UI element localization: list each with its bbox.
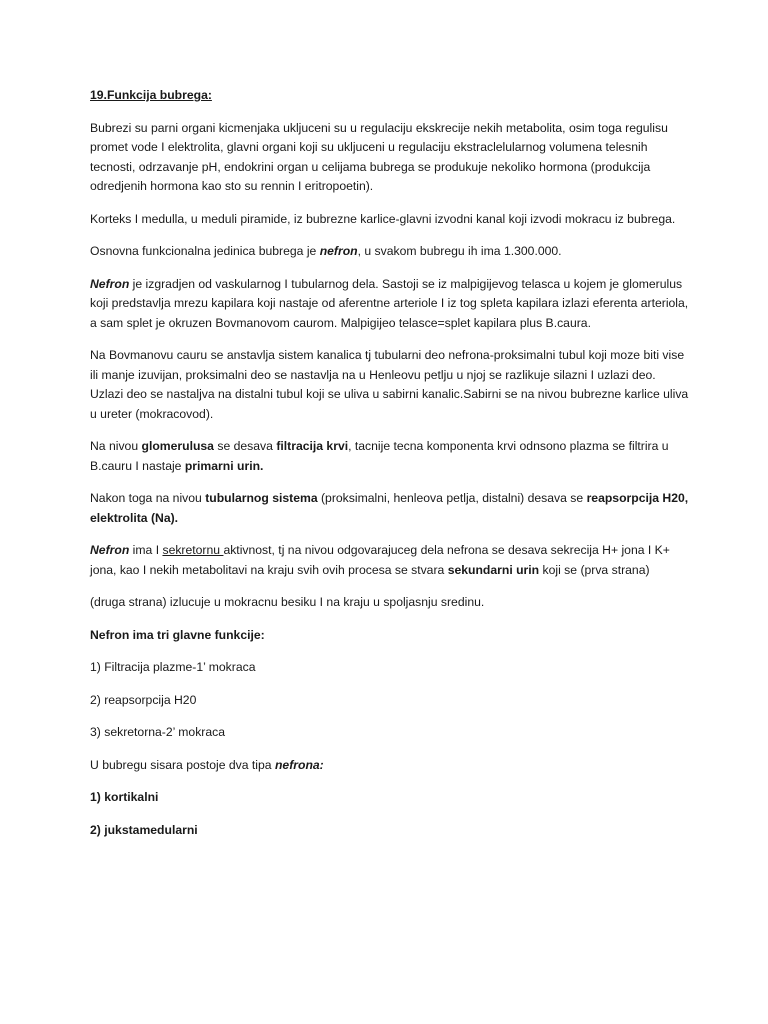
- paragraph-functional-unit: [90, 242, 690, 262]
- paragraph-nefron-types: [90, 756, 690, 776]
- term-nefrona: nefrona:: [274, 757, 324, 772]
- paragraph-filtration: [90, 437, 690, 476]
- text-segment: ima I: [129, 543, 163, 557]
- text-segment: , u svakom bubregu ih ima 1.300.000.: [357, 244, 562, 258]
- term-nefron: nefron: [319, 244, 358, 258]
- list-item: [90, 821, 690, 841]
- paragraph-tubules: Na Bovmanovu cauru se anstavlja sistem kanalica tj tubularni deo nefrona-proksimalni tubul koji moze biti vise ili manje izuvijan, proksimalni deo se nastavlja na u Henleovu petlju u njoj se razlikuje silazni I uzlazi deo. Uzlazi deo se nastaljva na distalni tubul koji se uliva u sabirni kanalic.Sabirni se na nivou bubrezne karlice uliva u ureter (mokracovod).: [90, 348, 689, 421]
- text-segment: Na nivou: [90, 439, 142, 453]
- text-segment: (proksimalni, henleova petlja, distalni) desava se: [317, 491, 587, 505]
- term-reapsorpcija: reapsorpcija H20, elektrolita (Na).: [90, 491, 689, 525]
- functions-heading-text: Nefron ima tri glavne funkcije:: [90, 627, 265, 642]
- type-jukstamedularni: 2) jukstamedularni: [90, 822, 198, 837]
- term-nefron: Nefron: [90, 543, 130, 557]
- paragraph-reabsorption: [90, 489, 690, 528]
- paragraph-intro: Bubrezi su parni organi kicmenjaka ukljuceni su u regulaciju ekskrecije nekih metabolita, osim toga regulisu promet vode I elektrolita, glavni organi koji su ukljuceni u regulaciju ekstraclelularnog volumena telesnih tecnosti, odrzavanje pH, endokrini organ u celijama bubrega se produkuje nekoliko hormona (produkcija odredjenih hormona kao sto su rennin I eritropoetin).: [90, 120, 668, 193]
- text-segment: Nakon toga na nivou: [90, 491, 206, 505]
- section-title: 19.Funkcija bubrega:: [90, 88, 212, 102]
- term-glomerulusa: glomerulusa: [141, 439, 214, 453]
- list-item: 1) Filtracija plazme-1’ mokraca: [90, 660, 256, 674]
- term-tubularnog-sistema: tubularnog sistema: [205, 491, 318, 505]
- document-page: [90, 86, 690, 853]
- paragraph-secretion: [90, 541, 690, 580]
- text-segment: se desava: [213, 439, 277, 453]
- term-nefron: Nefron: [90, 276, 130, 291]
- text-segment: U bubregu sisara postoje dva tipa: [90, 757, 275, 772]
- paragraph-anatomy: Korteks I medulla, u meduli piramide, iz bubrezne karlice-glavni izvodni kanal koji izvodi mokracu iz bubrega.: [90, 211, 676, 226]
- list-item: 2) reapsorpcija H20: [90, 692, 197, 707]
- list-item: 3) sekretorna-2’ mokraca: [90, 725, 226, 739]
- term-primarni-urin: primarni urin.: [184, 458, 264, 473]
- type-kortikalni: 1) kortikalni: [90, 790, 159, 804]
- text-segment: koji se (prva strana): [539, 562, 650, 577]
- paragraph-nefron-structure: [90, 275, 690, 334]
- functions-heading: [90, 626, 690, 646]
- text-segment: Osnovna funkcionalna jedinica bubrega je: [90, 244, 320, 258]
- text-segment: , tacnije tecna komponenta krvi odnsono plazma se filtrira u B.cauru I nastaje: [90, 439, 669, 473]
- text-segment: aktivnost, tj na nivou odgovarajuceg dela nefrona se desava sekrecija H+ jona I K+ jona, kao I nekih metabolitavi na kraju svih ovih procesa se stvara: [90, 543, 670, 577]
- term-sekundarni-urin: sekundarni urin: [447, 562, 540, 577]
- paragraph-excretion: (druga strana) izlucuje u mokracnu besiku I na kraju u spoljasnju sredinu.: [90, 595, 485, 609]
- text-segment: je izgradjen od vaskularnog I tubularnog dela. Sastoji se iz malpigijevog telasca u kojem je glomerulus koji predstavlja mrezu kapilara koji nastaje od aferentne arteriole I iz tog spleta kapilara izlazi eferenta arteriola, a sam splet je okruzen Bovmanovom caurom. Malpigijeo telasce=splet kapilara plus B.caura.: [90, 276, 689, 330]
- term-sekretornu: sekretornu: [162, 543, 224, 557]
- list-item: [90, 788, 690, 808]
- term-filtracija-krvi: filtracija krvi: [276, 439, 349, 453]
